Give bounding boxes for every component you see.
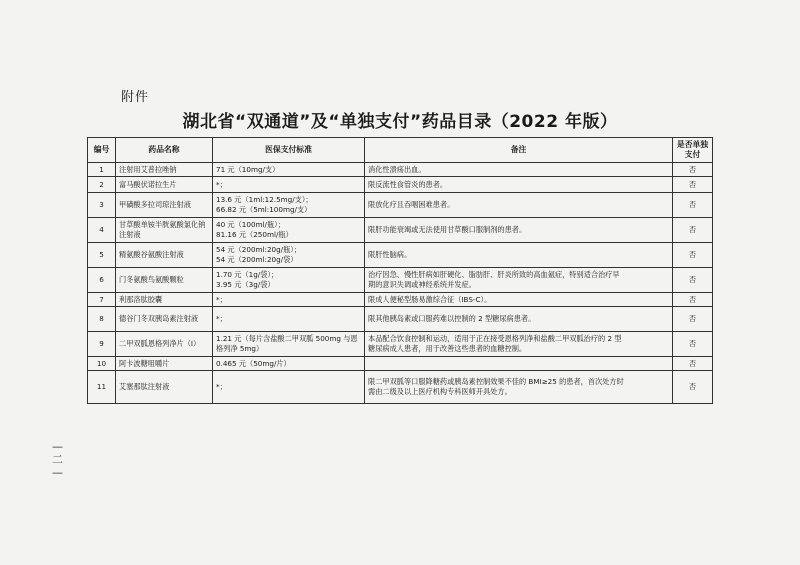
cell-payment-standard-line: 3.95 元（3g/袋） (216, 280, 275, 289)
cell-number: 10 (88, 357, 116, 371)
cell-separate-payment: 否 (673, 371, 713, 404)
cell-number: 2 (88, 177, 116, 193)
table-row (88, 268, 713, 293)
cell-payment-standard (213, 193, 365, 218)
cell-payment-standard-line: 81.16 元（250ml/瓶） (216, 230, 293, 239)
table-row (88, 243, 713, 268)
cell-payment-standard-line: 1.21 元（每片含盐酸二甲双胍 500mg 与恩 (216, 334, 358, 343)
cell-remarks (365, 307, 673, 332)
drug-catalog-table (87, 137, 713, 404)
cell-drug-name: 富马酸伏诺拉生片 (116, 177, 213, 193)
cell-remarks (365, 243, 673, 268)
cell-remarks-line: 限放化疗且吞咽困难患者。 (368, 200, 455, 209)
page-mark-number: 二 (52, 453, 63, 466)
cell-payment-standard (213, 268, 365, 293)
cell-payment-standard-line: 1.70 元（1g/袋）； (216, 270, 279, 279)
cell-number: 11 (88, 371, 116, 404)
cell-number: 1 (88, 163, 116, 177)
cell-payment-standard-line: 71 元（10mg/支） (216, 164, 280, 174)
cell-remarks-line: 限肝功能衰竭或无法使用甘草酸口服制剂的患者。 (368, 225, 527, 234)
cell-remarks-line: 消化性溃疡出血。 (368, 164, 426, 174)
annex-label: 附件 (121, 90, 150, 105)
cell-payment-standard-line: 66.82 元（5ml:100mg/支） (216, 205, 312, 214)
cell-payment-standard-line: 40 元（100ml/瓶）； (216, 220, 285, 229)
cell-number: 3 (88, 193, 116, 218)
cell-remarks-line: 糖尿病成人患者，用于改善这些患者的血糖控制。 (368, 344, 527, 353)
cell-payment-standard-line: 0.465 元（50mg/片） (216, 358, 291, 368)
table-row (88, 371, 713, 404)
cell-number: 6 (88, 268, 116, 293)
cell-payment-standard-line: 54 元（200ml:20g/瓶）； (216, 245, 302, 254)
table-row (88, 177, 713, 193)
column-header-payment-standard: 医保支付标准 (213, 138, 365, 163)
cell-remarks-line: 期的意识失调或神经系统并发症。 (368, 280, 476, 289)
cell-number: 7 (88, 293, 116, 307)
table-row (88, 293, 713, 307)
cell-remarks (365, 293, 673, 307)
column-header-remarks: 备注 (365, 138, 673, 163)
cell-number: 4 (88, 218, 116, 243)
cell-number: 5 (88, 243, 116, 268)
cell-number: 8 (88, 307, 116, 332)
cell-payment-standard-line: 格列净 5mg） (216, 344, 264, 353)
table-row (88, 163, 713, 177)
cell-drug-name: 阿卡波糖咀嚼片 (116, 357, 213, 371)
cell-remarks-line: 限肝性脑病。 (368, 250, 412, 259)
cell-payment-standard (213, 371, 365, 404)
table-row (88, 193, 713, 218)
column-header-drug-name: 药品名称 (116, 138, 213, 163)
cell-separate-payment: 否 (673, 357, 713, 371)
cell-separate-payment: 否 (673, 268, 713, 293)
table-row (88, 218, 713, 243)
cell-payment-standard (213, 293, 365, 307)
cell-drug-name: 甘草酸单铵半胱氨酸氯化钠注射液 (116, 218, 213, 243)
cell-drug-name: 二甲双胍恩格列净片（Ⅰ） (116, 332, 213, 357)
cell-number: 9 (88, 332, 116, 357)
cell-payment-standard (213, 218, 365, 243)
cell-payment-standard-line: *； (216, 314, 227, 323)
cell-separate-payment: 否 (673, 163, 713, 177)
cell-remarks-line: 治疗因急、慢性肝病如肝硬化、脂肪肝、肝炎所致的高血氨症，特别适合治疗早 (368, 270, 620, 279)
cell-remarks (365, 163, 673, 177)
cell-drug-name: 门冬氨酸鸟氨酸颗粒 (116, 268, 213, 293)
cell-remarks-line: 限成人便秘型肠易激综合征（IBS-C）。 (368, 294, 492, 304)
table-row (88, 332, 713, 357)
cell-separate-payment: 否 (673, 293, 713, 307)
cell-remarks-line: 需由二级及以上医疗机构专科医师开具处方。 (368, 387, 512, 396)
cell-payment-standard-line: *； (216, 382, 227, 391)
table-row (88, 307, 713, 332)
cell-payment-standard (213, 243, 365, 268)
cell-payment-standard-line: 54 元（200ml:20g/袋） (216, 255, 298, 264)
cell-drug-name: 利那洛肽胶囊 (116, 293, 213, 307)
document-title: 湖北省“双通道”及“单独支付”药品目录（2022 年版） (182, 112, 618, 132)
cell-separate-payment: 否 (673, 177, 713, 193)
page-mark-dash-top: — (52, 440, 63, 453)
cell-separate-payment: 否 (673, 218, 713, 243)
page-mark-dash-bottom: — (52, 466, 63, 479)
cell-drug-name: 德谷门冬双胰岛素注射液 (116, 307, 213, 332)
cell-drug-name: 甲磺酸多拉司琼注射液 (116, 193, 213, 218)
table-header-row (88, 138, 713, 163)
cell-separate-payment: 否 (673, 307, 713, 332)
cell-remarks (365, 193, 673, 218)
column-header-separate-payment: 是否单独支付 (673, 138, 713, 163)
table-body (88, 163, 713, 404)
cell-payment-standard-line: 13.6 元（1ml:12.5mg/支）； (216, 195, 313, 204)
cell-drug-name: 艾塞那肽注射液 (116, 371, 213, 404)
page-number-mark (52, 440, 63, 479)
cell-remarks (365, 357, 673, 371)
cell-remarks (365, 371, 673, 404)
cell-drug-name: 注射用艾普拉唑钠 (116, 163, 213, 177)
cell-drug-name: 精氨酸谷氨酸注射液 (116, 243, 213, 268)
cell-remarks-line: 限反流性食管炎的患者。 (368, 179, 448, 189)
cell-remarks (365, 268, 673, 293)
cell-separate-payment: 否 (673, 332, 713, 357)
cell-payment-standard-line: *； (216, 179, 227, 189)
cell-remarks-line: 限二甲双胍等口服降糖药或胰岛素控制效果不佳的 BMI≥25 的患者，首次处方时 (368, 377, 624, 386)
column-header-number: 编号 (88, 138, 116, 163)
cell-payment-standard (213, 177, 365, 193)
cell-payment-standard (213, 357, 365, 371)
cell-separate-payment: 否 (673, 193, 713, 218)
cell-remarks (365, 218, 673, 243)
cell-remarks (365, 332, 673, 357)
cell-payment-standard (213, 163, 365, 177)
cell-remarks-line: 限其他胰岛素或口服药难以控制的 2 型糖尿病患者。 (368, 314, 536, 323)
cell-payment-standard-line: *； (216, 294, 227, 304)
cell-payment-standard (213, 307, 365, 332)
cell-separate-payment: 否 (673, 243, 713, 268)
table-row (88, 357, 713, 371)
cell-remarks (365, 177, 673, 193)
cell-remarks-line: 本品配合饮食控制和运动，适用于正在接受恩格列净和盐酸二甲双胍治疗的 2 型 (368, 334, 622, 343)
cell-payment-standard (213, 332, 365, 357)
